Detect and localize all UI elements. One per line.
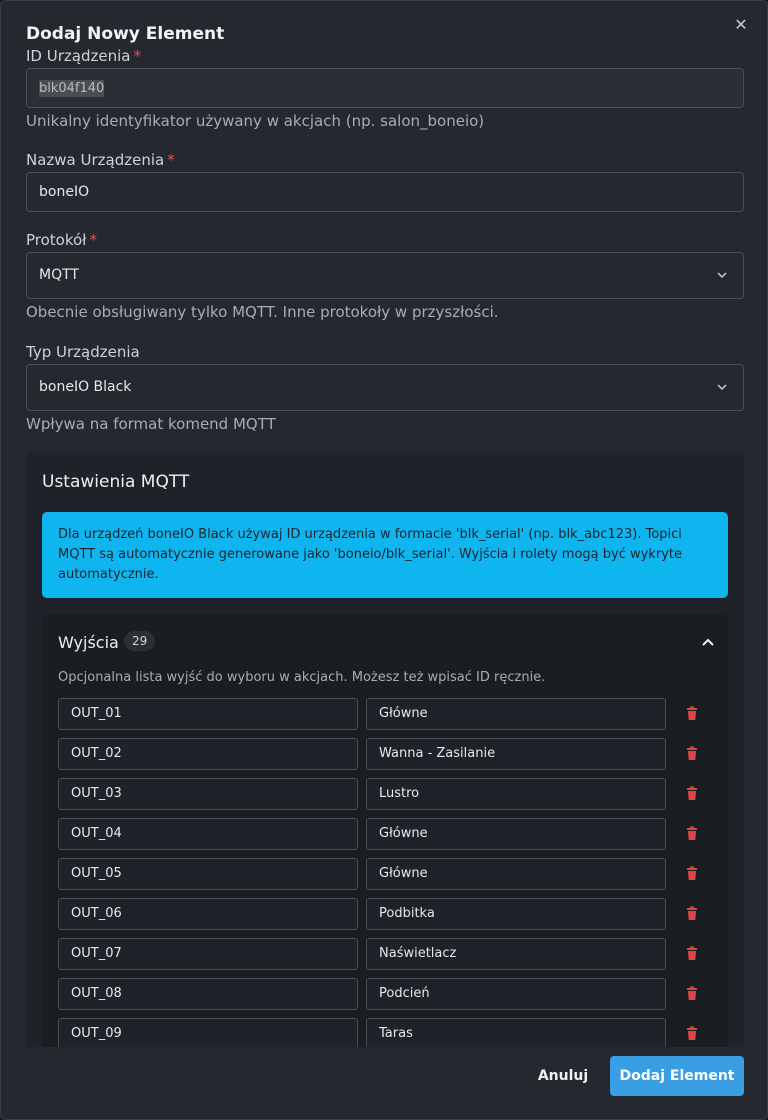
output-id-input[interactable]: OUT_08	[58, 978, 358, 1010]
device-id-field[interactable]	[26, 68, 744, 108]
trash-icon[interactable]	[684, 826, 700, 842]
output-id-input[interactable]: OUT_06	[58, 898, 358, 930]
output-id-input[interactable]: OUT_01	[58, 698, 358, 730]
trash-icon[interactable]	[684, 786, 700, 802]
trash-icon[interactable]	[684, 866, 700, 882]
cancel-button[interactable]: Anuluj	[531, 1056, 595, 1096]
output-row	[58, 858, 712, 890]
output-row	[58, 738, 712, 770]
output-id-input[interactable]: OUT_03	[58, 778, 358, 810]
output-id-input[interactable]: OUT_02	[58, 738, 358, 770]
trash-icon[interactable]	[684, 746, 700, 762]
add-element-button[interactable]: Dodaj Element	[610, 1056, 744, 1096]
close-icon[interactable]: ✕	[734, 15, 748, 34]
output-id-input[interactable]: OUT_04	[58, 818, 358, 850]
output-name-input[interactable]: Lustro	[366, 778, 666, 810]
chevron-down-icon	[715, 380, 729, 394]
modal-title: Dodaj Nowy Element	[26, 24, 225, 44]
trash-icon[interactable]	[684, 706, 700, 722]
device-id-label-text: ID Urządzenia	[26, 47, 131, 65]
output-row	[58, 938, 712, 970]
chevron-down-icon	[715, 268, 729, 282]
output-row	[58, 698, 712, 730]
output-id-input[interactable]: OUT_07	[58, 938, 358, 970]
output-name-input[interactable]: Taras	[366, 1018, 666, 1047]
device-name-field[interactable]: boneIO	[26, 172, 744, 212]
device-type-value: boneIO Black	[39, 379, 132, 395]
required-mark: *	[167, 151, 175, 169]
output-row	[58, 978, 712, 1010]
mqtt-info-alert: Dla urządzeń boneIO Black używaj ID urządzenia w formacie 'blk_serial' (np. blk_abc123). Topici MQTT są automatycznie generowane jako 'boneio/blk_serial'. Wyjścia i rolety mogą być wykryte automatycznie.	[42, 512, 728, 598]
outputs-count-badge: 29	[124, 631, 155, 651]
output-name-input[interactable]: Podbitka	[366, 898, 666, 930]
protocol-label	[26, 231, 97, 249]
protocol-label-text: Protokół	[26, 231, 87, 249]
output-name-input[interactable]: Główne	[366, 698, 666, 730]
device-id-label	[26, 47, 141, 65]
outputs-helper: Opcjonalna lista wyjść do wyboru w akcjach. Możesz też wpisać ID ręcznie.	[58, 670, 546, 685]
modal-body[interactable]	[1, 45, 767, 1047]
output-row	[58, 898, 712, 930]
chevron-up-icon[interactable]	[700, 634, 716, 650]
trash-icon[interactable]	[684, 986, 700, 1002]
outputs-title: Wyjścia	[58, 633, 119, 652]
output-id-input[interactable]: OUT_05	[58, 858, 358, 890]
output-name-input[interactable]: Naświetlacz	[366, 938, 666, 970]
output-name-input[interactable]: Podcień	[366, 978, 666, 1010]
device-name-label	[26, 151, 175, 169]
device-type-select[interactable]	[26, 364, 744, 411]
output-name-input[interactable]: Główne	[366, 818, 666, 850]
device-type-helper: Wpływa na format komend MQTT	[26, 415, 276, 433]
device-type-label: Typ Urządzenia	[26, 343, 140, 361]
device-name-label-text: Nazwa Urządzenia	[26, 151, 165, 169]
protocol-select[interactable]	[26, 252, 744, 299]
trash-icon[interactable]	[684, 906, 700, 922]
device-id-helper: Unikalny identyfikator używany w akcjach (np. salon_boneio)	[26, 112, 485, 130]
mqtt-settings-panel	[26, 453, 744, 1047]
trash-icon[interactable]	[684, 946, 700, 962]
protocol-value: MQTT	[39, 267, 79, 283]
trash-icon[interactable]	[684, 1026, 700, 1042]
output-name-input[interactable]: Główne	[366, 858, 666, 890]
device-id-value: blk04f140	[39, 81, 105, 96]
modal-footer	[1, 1047, 767, 1120]
required-mark: *	[133, 47, 141, 65]
output-id-input[interactable]: OUT_09	[58, 1018, 358, 1047]
output-row	[58, 1018, 712, 1047]
required-mark: *	[89, 231, 97, 249]
protocol-helper: Obecnie obsługiwany tylko MQTT. Inne protokoły w przyszłości.	[26, 303, 499, 321]
mqtt-settings-title: Ustawienia MQTT	[42, 472, 190, 492]
outputs-panel	[42, 614, 728, 1047]
output-row	[58, 818, 712, 850]
output-row	[58, 778, 712, 810]
output-name-input[interactable]: Wanna - Zasilanie	[366, 738, 666, 770]
